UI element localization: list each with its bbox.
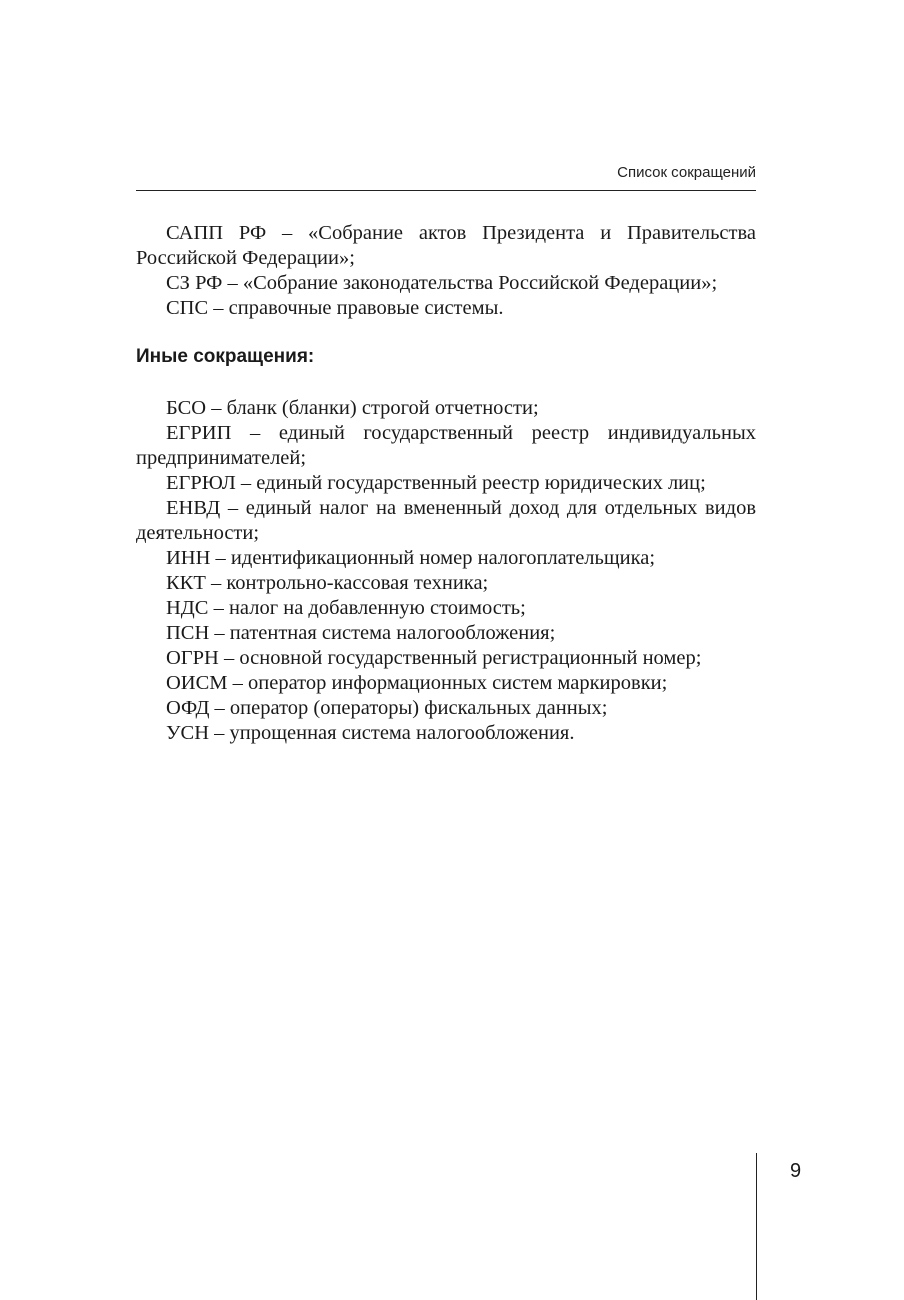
running-head: Список сокращений [617, 164, 756, 181]
abbreviation-entry: СЗ РФ – «Собрание законодательства Российской Федерации»; [166, 272, 718, 294]
page-content [136, 221, 756, 746]
abbreviation-entry: НДС – налог на добавленную стоимость; [166, 597, 526, 619]
abbreviation-entry: СПС – справочные правовые системы. [166, 297, 504, 319]
abbreviation-entry: ЕНВД – единый налог на вмененный доход для отдельных видов деятельности; [136, 497, 756, 544]
abbreviations-group-1 [136, 221, 756, 321]
abbreviation-entry: УСН – упрощенная система налогообложения. [166, 722, 575, 744]
abbreviation-entry: ОГРН – основной государственный регистрационный номер; [166, 647, 702, 669]
page-number: 9 [790, 1160, 802, 1182]
abbreviation-entry: ИНН – идентификационный номер налогоплательщика; [166, 547, 656, 569]
abbreviation-entry: ПСН – патентная система налогообложения; [166, 622, 556, 644]
abbreviation-entry: ККТ – контрольно-кассовая техника; [166, 572, 489, 594]
section-heading: Иные сокращения: [136, 346, 315, 367]
page-header [136, 160, 756, 191]
abbreviation-entry: ОФД – оператор (операторы) фискальных данных; [166, 697, 608, 719]
margin-rule [756, 1153, 757, 1300]
abbreviation-entry: БСО – бланк (бланки) строгой отчетности; [166, 397, 539, 419]
abbreviation-entry: ЕГРИП – единый государственный реестр индивидуальных предпринимателей; [136, 422, 756, 469]
abbreviation-entry: ОИСМ – оператор информационных систем маркировки; [166, 672, 668, 694]
abbreviation-entry: САПП РФ – «Собрание актов Президента и Правительства Российской Федерации»; [136, 222, 756, 269]
abbreviation-entry: ЕГРЮЛ – единый государственный реестр юридических лиц; [166, 472, 706, 494]
abbreviations-group-2 [136, 396, 756, 746]
